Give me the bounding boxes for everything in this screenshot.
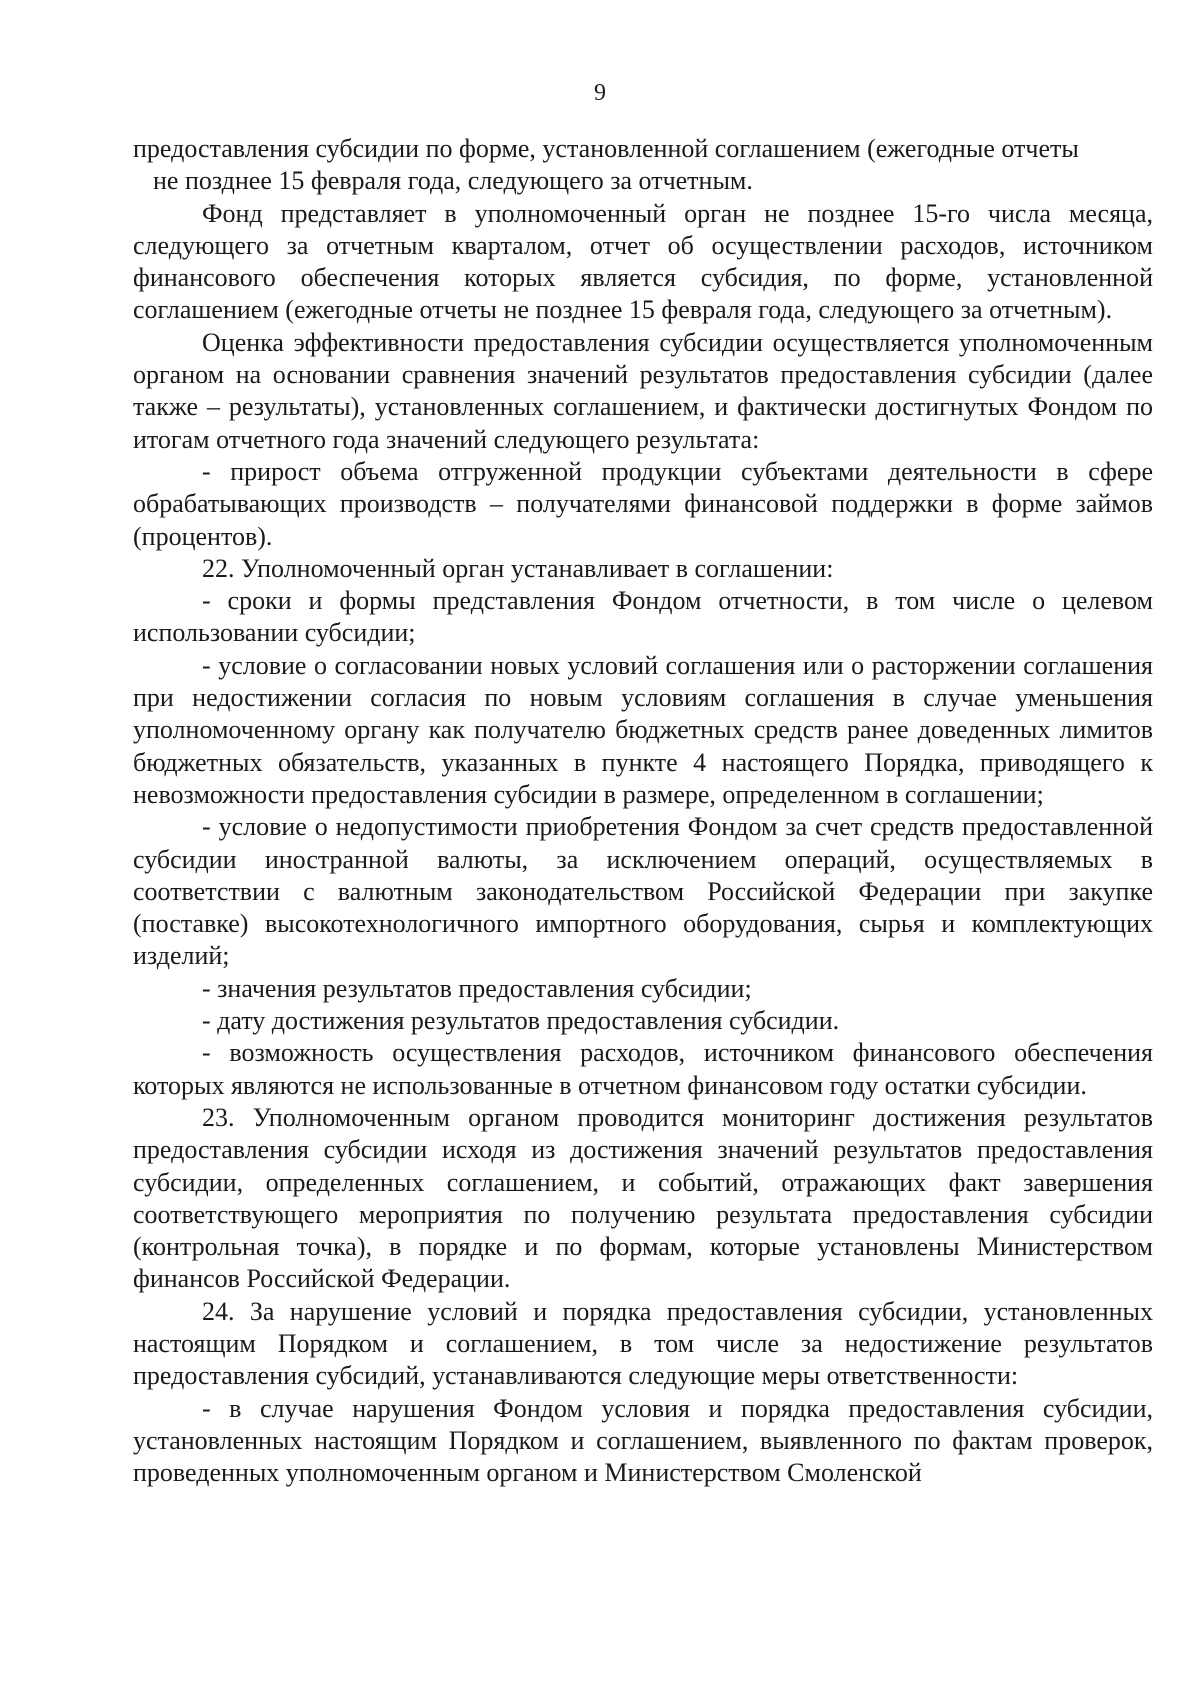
paragraph-result-values: - значения результатов предоставления субсидии; xyxy=(202,973,752,1003)
paragraph-continuation-line-2: не позднее 15 февраля года, следующего за отчетным. xyxy=(153,166,753,196)
paragraph-result-date: - дату достижения результатов предоставления субсидии. xyxy=(202,1006,840,1036)
paragraph-result-growth: - прирост объема отгруженной продукции субъектами деятельности в сфере обрабатывающих производств – получателями финансовой поддержки в форме займов (процентов). xyxy=(133,456,1153,551)
paragraph-clause-24: 24. За нарушение условий и порядка предоставления субсидии, установленных настоящим Порядком и соглашением, в том числе за недостижение результатов предоставления субсидий, устанавливаются следующие меры ответственности: xyxy=(133,1296,1153,1391)
paragraph-efficiency-evaluation: Оценка эффективности предоставления субсидии осуществляется уполномоченным органом на основании сравнения значений результатов предоставления субсидии (далее также – результаты), установленных соглашением, и фактически достигнутых Фондом по итогам отчетного года значений следующего результата: xyxy=(133,327,1153,454)
paragraph-currency-restriction: - условие о недопустимости приобретения Фондом за счет средств предоставленной субсидии иностранной валюты, за исключением операций, осуществляемых в соответствии с валютным законодательством Российской Федерации при закупке (поставке) высокотехнологичного импортного оборудования, сырья и комплектующих изделий; xyxy=(133,812,1153,971)
paragraph-agreement-conditions: - условие о согласовании новых условий соглашения или о расторжении соглашения при недостижении согласия по новым условиям соглашения в случае уменьшения уполномоченному органу как получателю бюджетных средств ранее доведенных лимитов бюджетных обязательств, указанных в пункте 4 настоящего Порядка, приводящего к невозможности предоставления субсидии в размере, определенном в соглашении; xyxy=(133,650,1153,809)
paragraph-clause-23: 23. Уполномоченным органом проводится мониторинг достижения результатов предоставления субсидии исходя из достижения значений результатов предоставления субсидии, определенных соглашением, и событий, отражающих факт завершения соответствующего мероприятия по получению результата предоставления субсидии (контрольная точка), в порядке и по формам, которые установлены Министерством финансов Российской Федерации. xyxy=(133,1102,1153,1294)
paragraph-fund-report: Фонд представляет в уполномоченный орган не позднее 15-го числа месяца, следующего за отчетным кварталом, отчет об осуществлении расходов, источником финансового обеспечения которых является субсидия, по форме, установленной соглашением (ежегодные отчеты не позднее 15 февраля года, следующего за отчетным). xyxy=(133,198,1153,325)
paragraph-continuation-line-1: предоставления субсидии по форме, установленной соглашением (ежегодные отчеты xyxy=(133,134,1079,163)
paragraph-violation-case: - в случае нарушения Фондом условия и порядка предоставления субсидии, установленных настоящим Порядком и соглашением, выявленного по фактам проверок, проведенных уполномоченным органом и Министерством Смоленской xyxy=(133,1393,1153,1488)
paragraph-unused-balances: - возможность осуществления расходов, источником финансового обеспечения которых являются не использованные в отчетном финансовом году остатки субсидии. xyxy=(133,1038,1153,1100)
paragraph-reporting-terms: - сроки и формы представления Фондом отчетности, в том числе о целевом использовании субсидии; xyxy=(133,586,1153,648)
document-body xyxy=(133,133,1153,1489)
page-number: 9 xyxy=(594,80,606,106)
paragraph-clause-22: 22. Уполномоченный орган устанавливает в соглашении: xyxy=(202,553,834,583)
